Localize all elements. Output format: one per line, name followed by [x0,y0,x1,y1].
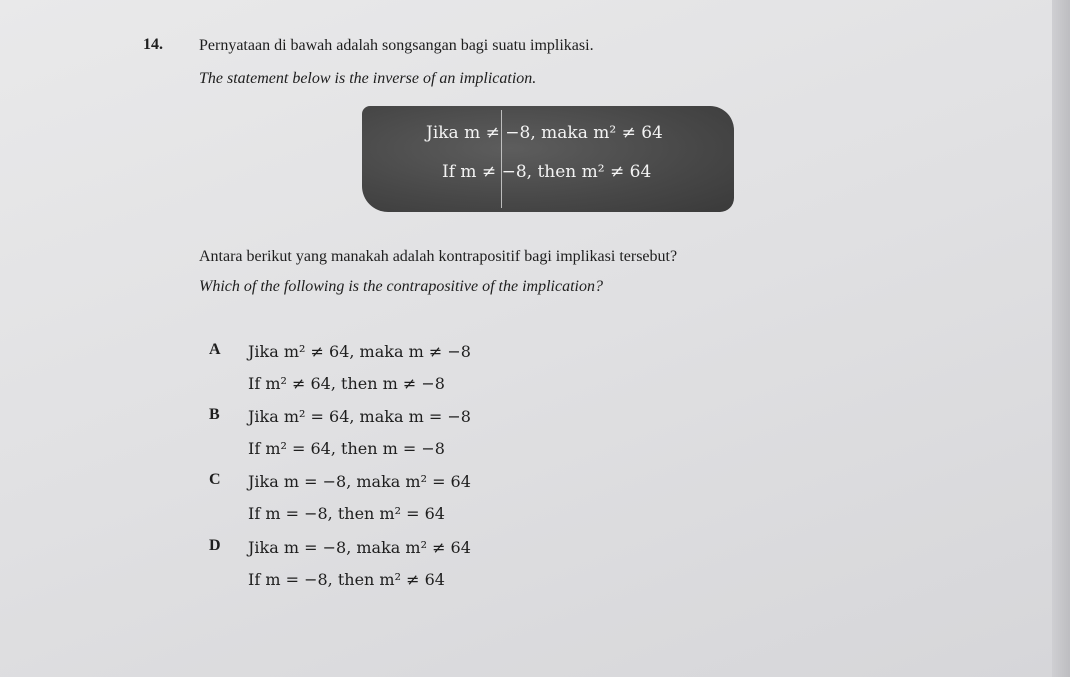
option-a-letter: A [209,341,221,358]
option-a-english: If m² ≠ 64, then m ≠ −8 [248,374,445,393]
prompt-english: Which of the following is the contrapositive of the implication? [199,278,603,295]
question-statement-malay: Pernyataan di bawah adalah songsangan bagi suatu implikasi. [199,37,594,54]
option-a-malay: Jika m² ≠ 64, maka m ≠ −8 [248,342,471,361]
inverse-statement-english: If m ≠ −8, then m² ≠ 64 [442,162,652,182]
option-c-english: If m = −8, then m² = 64 [248,504,445,523]
question-statement-english: The statement below is the inverse of an implication. [199,70,537,87]
option-c-malay: Jika m = −8, maka m² = 64 [248,472,471,491]
inverse-statement-box [362,106,734,212]
option-b-english: If m² = 64, then m = −8 [248,439,445,458]
option-d-letter: D [209,537,221,554]
option-b-letter: B [209,406,220,423]
page-edge-shadow [1052,0,1070,677]
option-b-malay: Jika m² = 64, maka m = −8 [248,407,471,426]
option-d-english: If m = −8, then m² ≠ 64 [248,570,445,589]
inverse-statement-malay: Jika m ≠ −8, maka m² ≠ 64 [426,123,663,143]
prompt-malay: Antara berikut yang manakah adalah kontrapositif bagi implikasi tersebut? [199,248,678,265]
question-number: 14. [143,36,163,53]
option-d-malay: Jika m = −8, maka m² ≠ 64 [248,538,471,557]
option-c-letter: C [209,471,221,488]
